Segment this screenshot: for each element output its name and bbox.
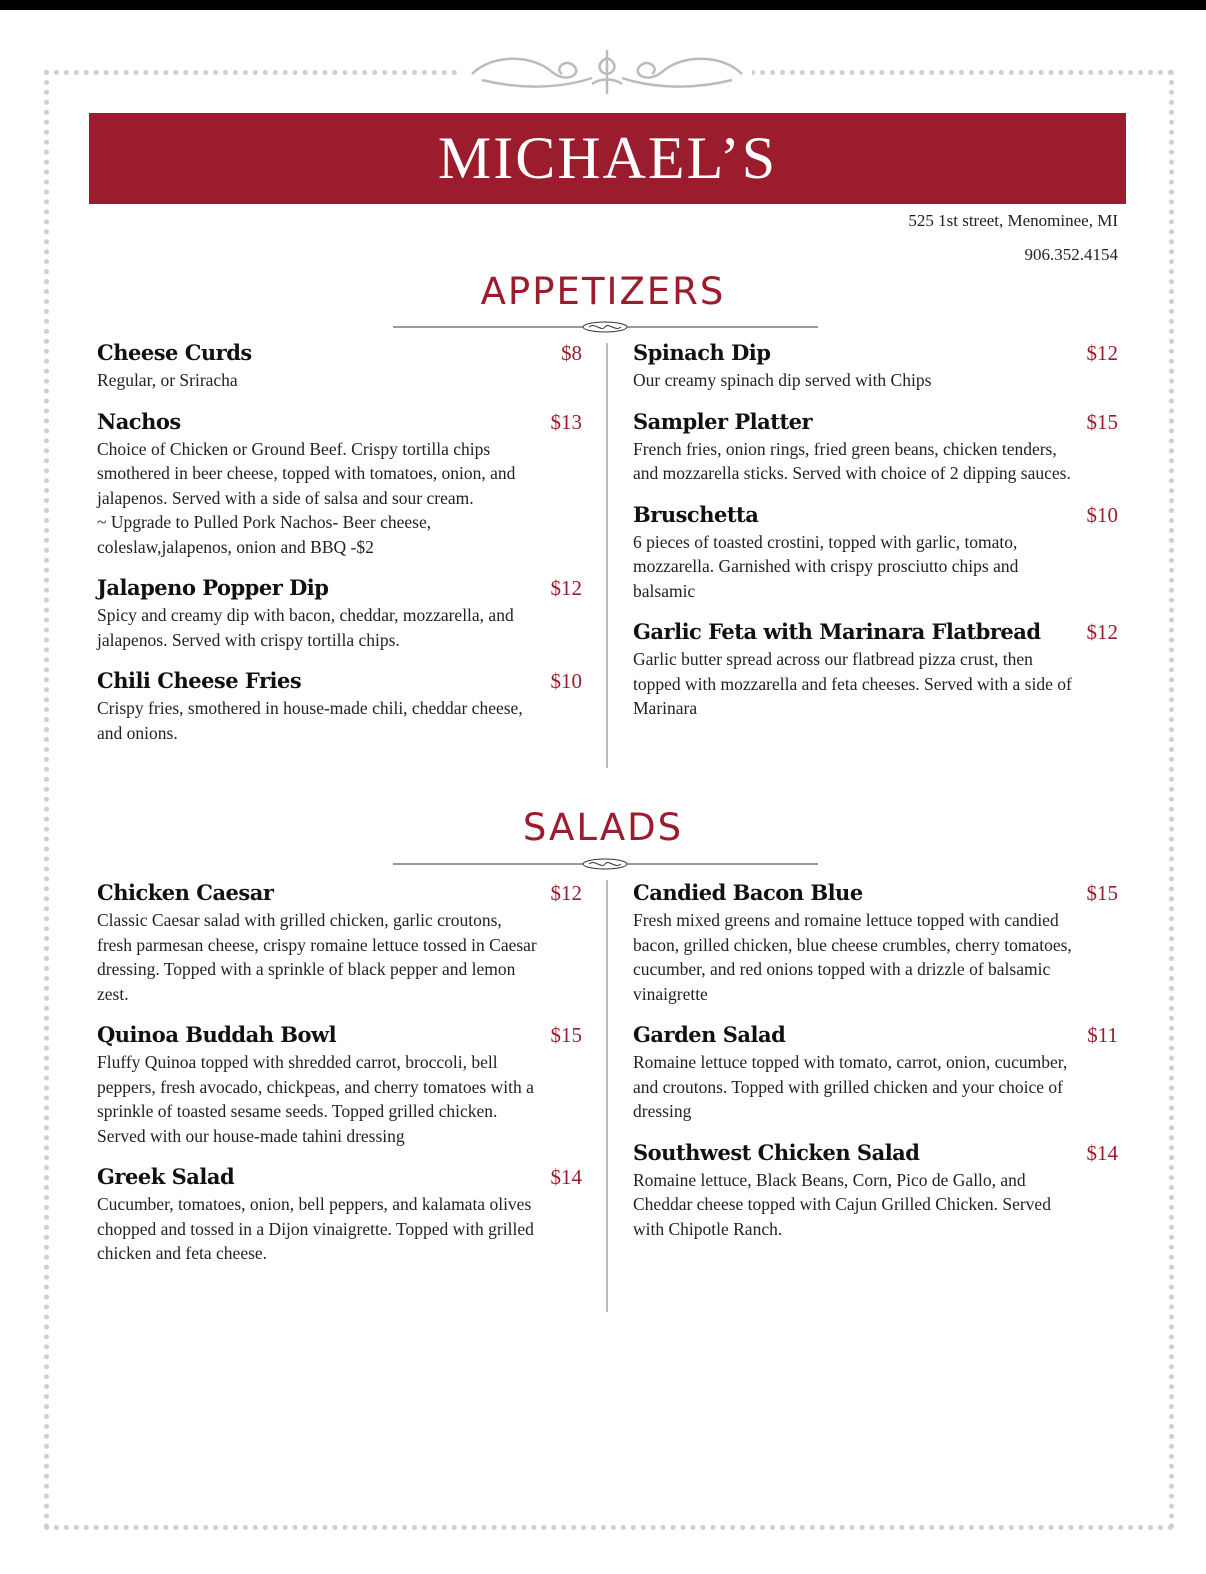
section-divider-icon xyxy=(393,857,818,871)
menu-item-name: Chicken Caesar xyxy=(97,880,274,905)
menu-item xyxy=(633,407,1118,486)
menu-item-name: Nachos xyxy=(97,408,181,434)
menu-item xyxy=(97,407,582,560)
menu-item-description xyxy=(97,1050,537,1148)
menu-item-price: $10 xyxy=(1086,502,1118,527)
menu-item-description xyxy=(633,368,1073,393)
menu-item-price: $12 xyxy=(1086,620,1118,644)
menu-item-description xyxy=(633,437,1073,486)
salads-column-divider xyxy=(606,880,608,1312)
menu-item-description-line: Regular, or Sriracha xyxy=(97,370,238,390)
menu-item xyxy=(633,878,1118,1006)
menu-item-description-line: Our creamy spinach dip served with Chips xyxy=(633,370,932,390)
menu-item-description-line: Fresh mixed greens and romaine lettuce topped with candied bacon, grilled chicken, blue cheese crumbles, cherry tomatoes, cucumber, and red onions topped with a drizzle of balsamic vinaigrette xyxy=(633,910,1072,1004)
appetizers-left-column xyxy=(97,338,582,759)
menu-item-price: $12 xyxy=(1086,341,1118,365)
menu-item-description-line: Crispy fries, smothered in house-made chili, cheddar cheese, and onions. xyxy=(97,698,523,743)
menu-item-name: Candied Bacon Blue xyxy=(633,880,863,905)
menu-item-description xyxy=(97,908,537,1006)
menu-item-name: Cheese Curds xyxy=(97,340,252,365)
menu-item-description-line: Cucumber, tomatoes, onion, bell peppers, and kalamata olives chopped and tossed in a Dijon vinaigrette. Topped with grilled chicken and feta cheese. xyxy=(97,1194,534,1263)
top-edge-bar xyxy=(0,0,1206,10)
menu-item-description-line: ~ Upgrade to Pulled Pork Nachos- Beer cheese, coleslaw,jalapenos, onion and BBQ -$2 xyxy=(97,512,432,557)
menu-item-price: $13 xyxy=(550,409,582,434)
menu-item-name: Quinoa Buddah Bowl xyxy=(97,1022,337,1047)
menu-item xyxy=(97,878,582,1006)
menu-item-name: Garden Salad xyxy=(633,1022,786,1047)
menu-item-price: $15 xyxy=(1086,409,1118,434)
menu-item-price: $15 xyxy=(550,1023,582,1047)
menu-item-price: $8 xyxy=(561,341,582,365)
menu-item-description xyxy=(97,368,537,393)
menu-item-name: Bruschetta xyxy=(633,501,759,527)
restaurant-phone: 906.352.4154 xyxy=(1024,245,1118,264)
menu-item-description xyxy=(97,1192,537,1266)
salads-title: SALADS xyxy=(522,806,684,849)
menu-item xyxy=(633,1138,1118,1242)
menu-item-description-line: Romaine lettuce topped with tomato, carrot, onion, cucumber, and croutons. Topped with grilled chicken and your choice of dressing xyxy=(633,1052,1068,1121)
menu-item-name: Southwest Chicken Salad xyxy=(633,1139,920,1165)
menu-item-description-line: Choice of Chicken or Ground Beef. Crispy tortilla chips smothered in beer cheese, topped with tomatoes, onion, and jalapenos. Served with a side of salsa and sour cream. xyxy=(97,438,516,508)
menu-item-name: Sampler Platter xyxy=(633,408,813,434)
salads-right-column xyxy=(633,878,1118,1255)
menu-item xyxy=(97,1162,582,1266)
menu-item-price: $14 xyxy=(550,1165,582,1189)
menu-item-description xyxy=(97,437,537,560)
appetizers-column-divider xyxy=(606,343,608,768)
menu-item-description-line: Spicy and creamy dip with bacon, cheddar, mozzarella, and jalapenos. Served with crispy tortilla chips. xyxy=(97,605,514,650)
appetizers-right-column xyxy=(633,338,1118,735)
menu-item xyxy=(633,1020,1118,1124)
appetizers-title: APPETIZERS xyxy=(480,270,726,313)
menu-item-price: $12 xyxy=(550,576,582,600)
menu-item xyxy=(97,338,582,393)
menu-item-description-line: 6 pieces of toasted crostini, topped with garlic, tomato, mozzarella. Garnished with crispy prosciutto chips and balsamic xyxy=(633,531,1019,601)
ornament-flourish-icon xyxy=(462,44,752,100)
menu-item-description-line: French fries, onion rings, fried green beans, chicken tenders, and mozzarella sticks. Served with choice of 2 dipping sauces. xyxy=(633,438,1071,483)
menu-item-description xyxy=(633,647,1073,721)
menu-item-price: $11 xyxy=(1087,1023,1118,1047)
menu-item-name: Chili Cheese Fries xyxy=(97,668,302,693)
menu-item-description-line: Romaine lettuce, Black Beans, Corn, Pico de Gallo, and Cheddar cheese topped with Cajun Grilled Chicken. Served with Chipotle Ranch. xyxy=(633,1169,1051,1239)
menu-item-description xyxy=(633,1050,1073,1124)
restaurant-name-banner: MICHAEL’S xyxy=(89,113,1126,204)
menu-item-description xyxy=(633,908,1073,1006)
menu-item xyxy=(97,1020,582,1148)
menu-item-description-line: Fluffy Quinoa topped with shredded carrot, broccoli, bell peppers, fresh avocado, chickpeas, and cherry tomatoes with a sprinkle of toasted sesame seeds. Topped grilled chicken. Served with our house-made tahini dressing xyxy=(97,1052,534,1146)
menu-item-name: Greek Salad xyxy=(97,1164,235,1189)
menu-item-description xyxy=(633,1168,1073,1242)
menu-item-description-line: Classic Caesar salad with grilled chicken, garlic croutons, fresh parmesan cheese, crispy romaine lettuce tossed in Caesar dressing. Topped with a sprinkle of black pepper and lemon zest. xyxy=(97,910,537,1004)
menu-item xyxy=(633,338,1118,393)
menu-item-description-line: Garlic butter spread across our flatbread pizza crust, then topped with mozzarella and feta cheeses. Served with a side of Marinara xyxy=(633,649,1072,718)
menu-item-description xyxy=(97,696,537,745)
menu-item-description xyxy=(97,603,537,652)
menu-item xyxy=(633,500,1118,604)
menu-item-price: $15 xyxy=(1086,881,1118,905)
menu-item xyxy=(633,617,1118,721)
menu-item xyxy=(97,573,582,652)
menu-item-name: Jalapeno Popper Dip xyxy=(97,575,329,600)
menu-item-name: Garlic Feta with Marinara Flatbread xyxy=(633,619,1041,644)
menu-item-description xyxy=(633,530,1073,604)
menu-item-price: $10 xyxy=(550,669,582,693)
restaurant-address: 525 1st street, Menominee, MI xyxy=(908,211,1118,230)
menu-item xyxy=(97,666,582,745)
menu-item-price: $14 xyxy=(1086,1140,1118,1165)
section-divider-icon xyxy=(393,320,818,334)
menu-item-name: Spinach Dip xyxy=(633,340,771,365)
salads-left-column xyxy=(97,878,582,1280)
menu-item-price: $12 xyxy=(550,881,582,905)
